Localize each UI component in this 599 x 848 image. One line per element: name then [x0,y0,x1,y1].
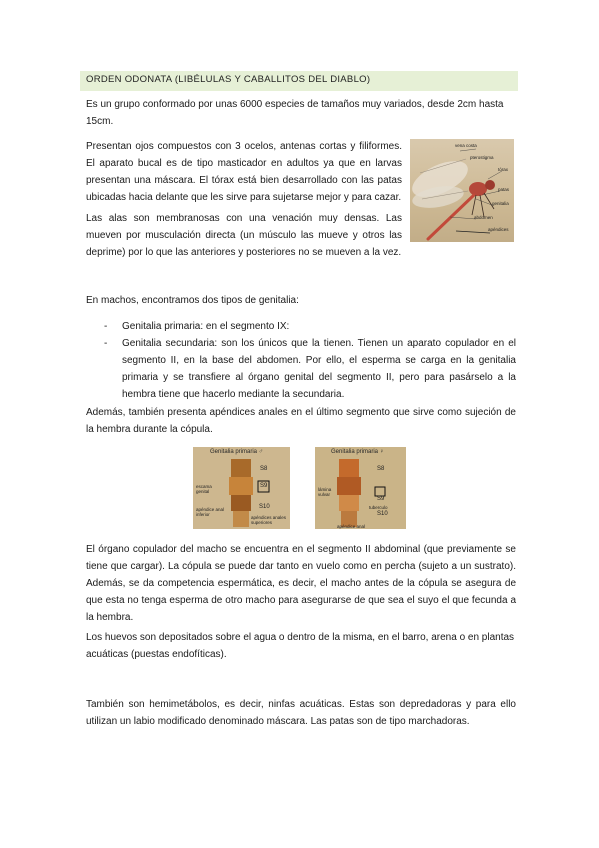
dragonfly-label: vena costa [455,143,477,148]
part-label: apéndice anal inferior [196,507,225,517]
genitalia-intro-paragraph: En machos, encontramos dos tipos de genitalia: [86,295,299,306]
list-marker: - [104,321,108,332]
part-label: lámina vulvar [318,487,332,497]
list-item-text: Genitalia primaria: en el segmento IX: [122,321,290,332]
list-item [104,318,516,335]
segment-label: S9 [377,496,385,502]
dragonfly-photo [410,139,514,242]
appendages-paragraph: Además, también presenta apéndices anales en el último segmento que sirve como sujeción de la hembra durante la cópula. [86,407,516,435]
intro-paragraph: Es un grupo conformado por unas 6000 especies de tamaños muy variados, desde 2cm hasta 15cm. [86,99,504,127]
figure-title: Genitalia primaria ♀ [331,449,385,455]
list-item-text: Genitalia secundaria: son los únicos que la tienen. Tienen un aparato copulador en el segmento II, en la base del abdomen. Por ello, el esperma se carga en la genitalia primaria y se transfiere al órgano genital del segmento II, pero para pasárselo a la hembra tiene que hacerlo mediante la secundaria. [122,338,516,400]
list-item [104,335,516,403]
dragonfly-label: genitalia [492,201,509,206]
wings-paragraph: Las alas son membranosas con una venación muy densas. Las mueven por musculación directa (un músculo las mueve y otros las deprime) por lo que las anteriores y posteriores no se mueven a la vez. [86,213,402,258]
segment-label: S8 [377,466,385,472]
genitalia-photo-right [315,447,406,529]
list-marker: - [104,338,108,349]
dragonfly-label: pterostigma [470,155,494,160]
segment-label: S10 [377,511,388,517]
segment-label: S10 [259,504,270,510]
figure-title: Genitalia primaria ♂ [210,449,264,455]
dragonfly-label: abdomen [474,215,493,220]
dragonfly-label: patas [498,187,510,192]
eggs-paragraph: Los huevos son depositados sobre el agua o dentro de la misma, en el barro, arena o en plantas acuáticas (puestas endofíticas). [86,632,515,660]
dragonfly-label: apéndices [488,227,509,232]
genitalia-list [104,318,516,403]
dragonfly-label: tórax [498,167,509,172]
segment-label: S9 [260,483,268,489]
segment-label: S8 [260,466,268,472]
part-label: tuberculo [369,505,388,510]
development-paragraph: También son hemimetábolos, es decir, ninfas acuáticas. Estas son depredadoras y para ello utilizan un labio modificado denominado máscara. Las patas son de tipo marchadoras. [86,699,516,727]
part-label: apéndice anal [337,524,366,529]
part-label: apéndices anales superiores [251,515,287,525]
morphology-paragraph: Presentan ojos compuestos con 3 ocelos, antenas cortas y filiformes. El aparato bucal es de tipo masticador en adultos ya que en larvas presentan una máscara. El tórax está bien desarrollado con las patas ubicadas hacia delante que les sirve para sujetarse mejor y para cazar. [86,141,402,203]
copulation-paragraph: El órgano copulador del macho se encuentra en el segmento II abdominal (que previamente se tiene que cargar). La cópula se puede dar tanto en vuelo como en percha (sujeto a un sustrato). Además, se da competencia espermática, es decir, el macho antes de la cópula se asegura de que esta no tenga esperma de otro macho para asegurarse de que sea el suyo el que fecunda a la hembra. [86,544,516,623]
genitalia-photo-left [193,447,290,529]
section-heading: ORDEN ODONATA (LIBÉLULAS Y CABALLITOS DEL DIABLO) [80,71,518,91]
part-label: escama genital [196,484,212,494]
